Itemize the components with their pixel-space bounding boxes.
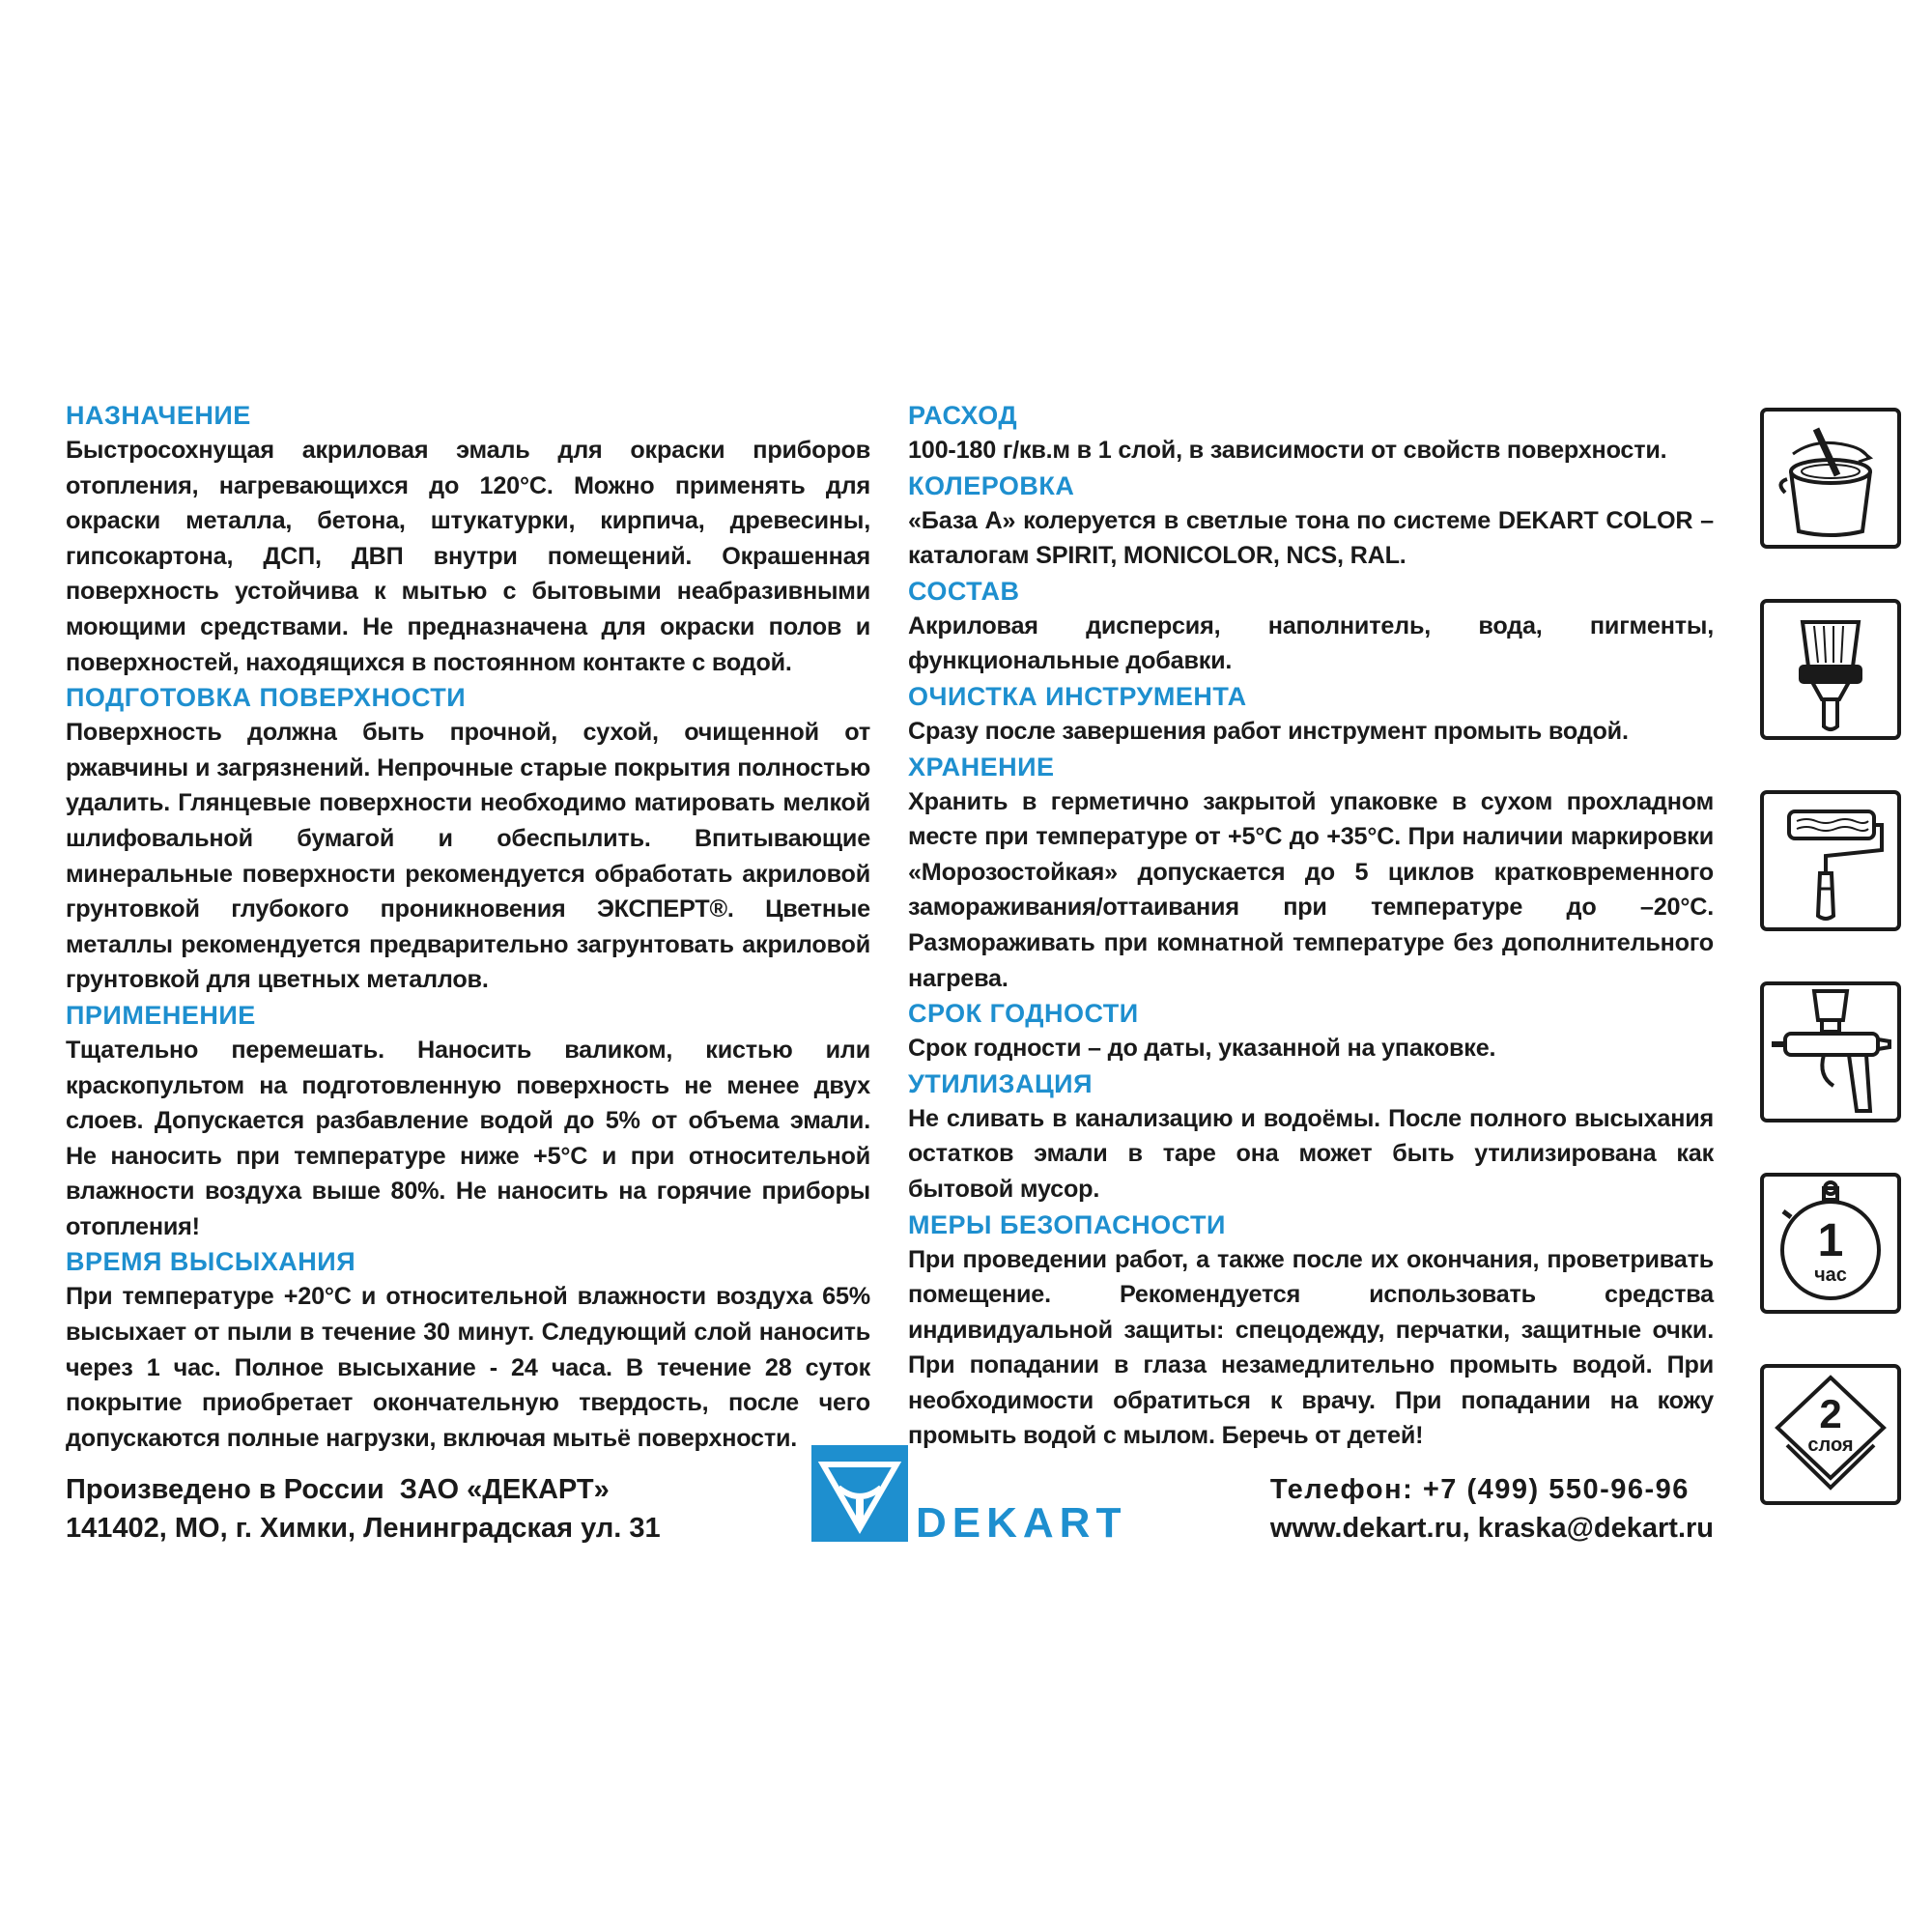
section-title: ОЧИСТКА ИНСТРУМЕНТА xyxy=(908,681,1247,711)
section-disposal xyxy=(908,1066,1714,1208)
section-text: 100-180 г/кв.м в 1 слой, в зависимости от свойств поверхности. xyxy=(908,437,1667,464)
section-text: Не сливать в канализацию и водоёмы. После полного высыхания остатков эмали в таре она может быть утилизирована как бытовой мусор. xyxy=(908,1104,1714,1203)
section-title: ХРАНЕНИЕ xyxy=(908,752,1055,781)
two-layers-icon xyxy=(1760,1364,1901,1505)
section-consumption xyxy=(908,398,1714,469)
dekart-logo xyxy=(811,1445,1121,1542)
section-title: НАЗНАЧЕНИЕ xyxy=(66,401,251,430)
web-email-line: www.dekart.ru, kraska@dekart.ru xyxy=(1269,1513,1714,1544)
layers-number: 2 xyxy=(1819,1391,1842,1436)
section-title: МЕРЫ БЕЗОПАСНОСТИ xyxy=(908,1209,1226,1239)
timer-number: 1 xyxy=(1817,1215,1844,1266)
section-title: УТИЛИЗАЦИЯ xyxy=(908,1068,1093,1098)
stir-can-icon xyxy=(1760,408,1901,549)
section-composition xyxy=(908,574,1714,679)
section-drying-time xyxy=(66,1244,870,1456)
phone-line: Телефон: +7 (499) 550-96-96 xyxy=(1269,1474,1690,1505)
section-text: Быстросохнущая акриловая эмаль для окраски приборов отопления, нагревающихся до 120°С. Можно применять для окраски металла, бетона, штукатурки, кирпича, древесины, гипсокартона, ДСП, ДВП внутри помещений. Окрашенная поверхность устойчива к мытью с бытовыми неабразивными моющими средствами. Не предназначена для окраски полов и поверхностей, находящихся в постоянном контакте с водой. xyxy=(66,437,870,676)
contact-info xyxy=(1270,1470,1714,1548)
section-title: КОЛЕРОВКА xyxy=(908,470,1075,500)
section-storage xyxy=(908,750,1714,997)
right-column xyxy=(908,398,1714,1454)
section-tinting xyxy=(908,469,1714,574)
section-text: Тщательно перемешать. Наносить валиком, кистью или краскопультом на подготовленную поверхность не менее двух слоев. Допускается разбавление водой до 5% от объема эмали. Не наносить при температуре ниже +5°С и при относительной влажности воздуха выше 80%. Не наносить на горячие приборы отопления! xyxy=(66,1036,870,1240)
address-line: 141402, МО, г. Химки, Ленинградская ул. 31 xyxy=(66,1513,661,1544)
paint-brush-icon xyxy=(1760,599,1901,740)
section-text: При проведении работ, а также после их окончания, проветривать помещение. Рекомендуется использовать средства индивидуальной защиты: спецодежду, перчатки, защитные очки. При попадании в глаза незамедлительно промыть водой. При необходимости обратиться к врачу. При попадании на кожу промыть водой с мылом. Беречь от детей! xyxy=(908,1245,1714,1450)
spray-gun-icon xyxy=(1760,981,1901,1122)
manufacturer-info xyxy=(66,1470,661,1548)
section-surface-prep xyxy=(66,680,870,998)
layers-unit: слоя xyxy=(1807,1435,1854,1456)
logo-mark xyxy=(811,1445,1121,1542)
left-column xyxy=(66,398,870,1456)
timer-unit: час xyxy=(1814,1264,1847,1286)
section-text: Акриловая дисперсия, наполнитель, вода, пигменты, функциональные добавки. xyxy=(908,611,1714,675)
section-application xyxy=(66,998,870,1245)
section-shelf-life xyxy=(908,996,1714,1066)
section-text: Сразу после завершения работ инструмент промыть водой. xyxy=(908,717,1629,745)
section-text: Срок годности – до даты, указанной на упаковке. xyxy=(908,1035,1496,1063)
section-title: ПОДГОТОВКА ПОВЕРХНОСТИ xyxy=(66,683,467,713)
section-title: СОСТАВ xyxy=(908,576,1020,606)
section-text: Поверхность должна быть прочной, сухой, очищенной от ржавчины и загрязнений. Непрочные старые покрытия полностью удалить. Глянцевые поверхности необходимо матировать мелкой шлифовальной бумагой и обеспылить. Впитывающие минеральные поверхности рекомендуется обработать акриловой грунтовкой глубокого проникновения ЭКСПЕРТ®. Цветные металлы рекомендуется предварительно загрунтовать акриловой грунтовкой для цветных металлов. xyxy=(66,719,870,994)
section-tool-cleaning xyxy=(908,679,1714,750)
logo-text: DEKART xyxy=(916,1499,1121,1542)
section-text: «База А» колеруется в светлые тона по системе DEKART COLOR – каталогам SPIRIT, MONICOLOR, NCS, RAL. xyxy=(908,506,1714,570)
section-title: РАСХОД xyxy=(908,401,1018,430)
section-safety xyxy=(908,1208,1714,1455)
manufacturer-line: Произведено в России ЗАО «ДЕКАРТ» xyxy=(66,1474,610,1505)
section-title: СРОК ГОДНОСТИ xyxy=(908,999,1139,1029)
timer-icon xyxy=(1760,1173,1901,1314)
section-text: При температуре +20°С и относительной влажности воздуха 65% высыхает от пыли в течение 30 минут. Следующий слой наносить через 1 час. Полное высыхание - 24 часа. В течение 28 суток покрытие приобретает окончательную твердость, после чего допускаются полные нагрузки, включая мытьё поверхности. xyxy=(66,1283,870,1452)
section-title: ВРЕМЯ ВЫСЫХАНИЯ xyxy=(66,1247,356,1277)
section-purpose xyxy=(66,398,870,680)
pictogram-column xyxy=(1760,408,1907,1555)
section-text: Хранить в герметично закрытой упаковке в сухом прохладном месте при температуре от +5°С до +35°С. При наличии маркировки «Морозостойкая» допускается до 5 циклов кратковременного замораживания/оттаивания при температуре до –20°С. Размораживать при комнатной температуре без дополнительного нагрева. xyxy=(908,787,1714,992)
paint-roller-icon xyxy=(1760,790,1901,931)
section-title: ПРИМЕНЕНИЕ xyxy=(66,1000,256,1030)
